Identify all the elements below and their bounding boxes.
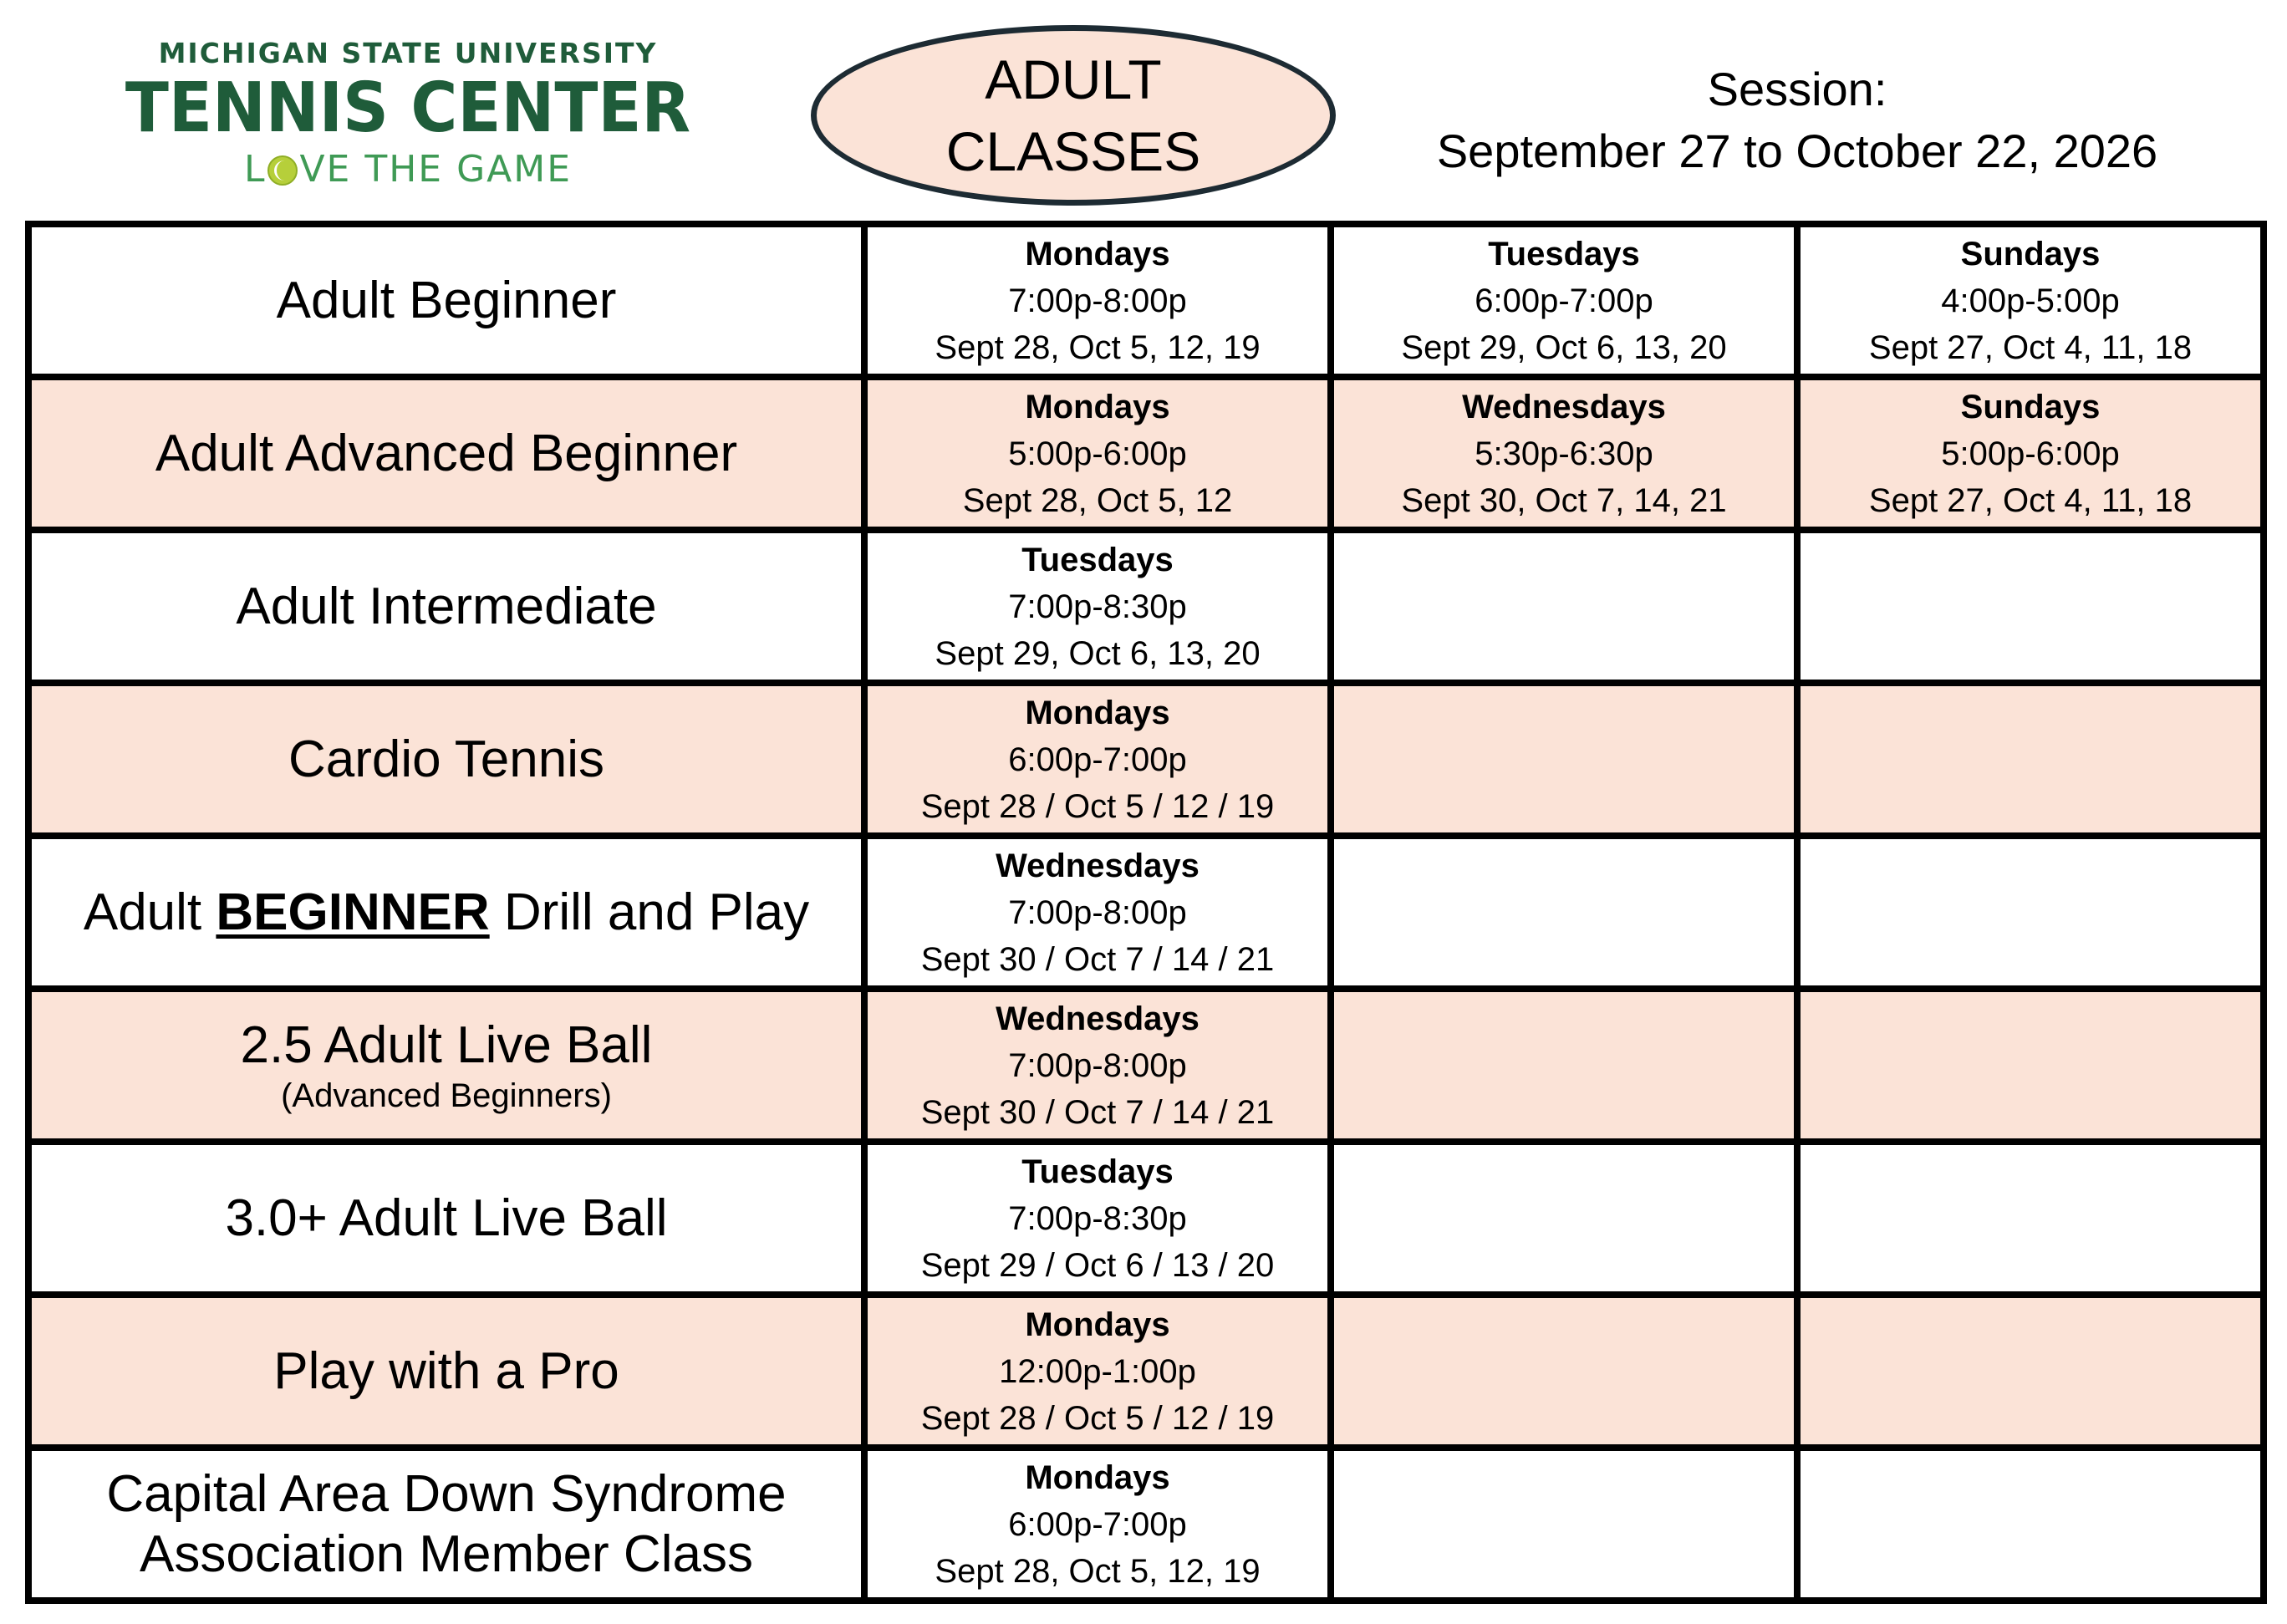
slot-day: Wednesdays — [1462, 388, 1666, 425]
slot-time: 12:00p-1:00p — [999, 1352, 1196, 1390]
class-name-end: Drill and Play — [503, 883, 810, 941]
logo-university-name: MICHIGAN STATE UNIVERSITY — [158, 37, 658, 69]
slot-day: Mondays — [1025, 235, 1170, 272]
empty-slot — [1797, 989, 2264, 1142]
table-row — [28, 224, 2264, 377]
class-name-line-2: Association Member Class — [140, 1525, 753, 1583]
class-name-text: Adult Beginner — [276, 271, 617, 329]
slot-time: 6:00p-7:00p — [1475, 282, 1653, 319]
slot-time: 7:00p-8:00p — [1008, 893, 1187, 931]
class-slot — [864, 377, 1331, 530]
table-row — [28, 989, 2264, 1142]
table-row — [28, 377, 2264, 530]
empty-slot — [1331, 1295, 1797, 1448]
adult-classes-title — [811, 25, 1336, 206]
empty-slot — [1331, 989, 1797, 1142]
slot-dates: Sept 28 / Oct 5 / 12 / 19 — [920, 787, 1275, 825]
slot-day: Wednesdays — [996, 847, 1200, 884]
slot-time: 6:00p-7:00p — [1008, 741, 1187, 778]
slot-day: Mondays — [1025, 694, 1170, 731]
slot-time: 7:00p-8:00p — [1008, 1046, 1187, 1084]
title-line-1: ADULT — [985, 48, 1162, 110]
table-row — [28, 683, 2264, 836]
class-name — [28, 224, 864, 377]
slot-dates: Sept 29, Oct 6, 13, 20 — [935, 634, 1261, 672]
slot-time: 4:00p-5:00p — [1941, 282, 2120, 319]
empty-slot — [1331, 683, 1797, 836]
empty-slot — [1797, 683, 2264, 836]
table-row — [28, 836, 2264, 989]
slot-dates: Sept 29, Oct 6, 13, 20 — [1401, 328, 1727, 366]
empty-slot — [1797, 1142, 2264, 1295]
class-name-text: Adult Intermediate — [236, 577, 657, 635]
logo-tagline — [99, 147, 717, 192]
class-name-text: Cardio Tennis — [288, 730, 604, 788]
slot-day: Mondays — [1025, 1459, 1170, 1496]
class-slot — [1797, 224, 2264, 377]
empty-slot — [1797, 1295, 2264, 1448]
slot-time: 7:00p-8:00p — [1008, 282, 1187, 319]
empty-slot — [1797, 530, 2264, 683]
class-slot — [1331, 377, 1797, 530]
class-slot — [864, 836, 1331, 989]
slot-day: Sundays — [1960, 235, 2101, 272]
class-slot — [864, 683, 1331, 836]
class-name-text: 2.5 Adult Live Ball — [240, 1016, 653, 1074]
slot-dates: Sept 27, Oct 4, 11, 18 — [1868, 481, 2193, 519]
empty-slot — [1331, 530, 1797, 683]
slot-dates: Sept 28, Oct 5, 12, 19 — [935, 1552, 1261, 1590]
logo-tagline-start: L — [243, 148, 267, 191]
session-dates: September 27 to October 22, 2026 — [1436, 125, 2158, 177]
slot-day: Tuesdays — [1488, 235, 1640, 272]
class-slot — [864, 224, 1331, 377]
slot-time: 5:00p-6:00p — [1008, 435, 1187, 472]
slot-dates: Sept 30, Oct 7, 14, 21 — [1401, 481, 1727, 519]
slot-time: 7:00p-8:30p — [1008, 1199, 1187, 1237]
session-label: Session: — [1707, 63, 1887, 115]
slot-dates: Sept 27, Oct 4, 11, 18 — [1868, 328, 2193, 366]
empty-slot — [1331, 1448, 1797, 1601]
slot-time: 5:30p-6:30p — [1475, 435, 1653, 472]
slot-dates: Sept 28 / Oct 5 / 12 / 19 — [920, 1399, 1275, 1437]
session-info — [1379, 59, 2215, 182]
empty-slot — [1331, 836, 1797, 989]
class-name — [28, 836, 864, 989]
slot-dates: Sept 28, Oct 5, 12 — [962, 481, 1233, 519]
class-name — [28, 377, 864, 530]
class-slot — [864, 1448, 1331, 1601]
table-row — [28, 1448, 2264, 1601]
class-name-text: Play with a Pro — [273, 1341, 619, 1400]
empty-slot — [1797, 1448, 2264, 1601]
class-subtitle: (Advanced Beginners) — [281, 1077, 612, 1114]
slot-dates: Sept 29 / Oct 6 / 13 / 20 — [920, 1246, 1275, 1284]
empty-slot — [1797, 836, 2264, 989]
slot-time: 5:00p-6:00p — [1941, 435, 2120, 472]
class-name — [28, 989, 864, 1142]
slot-dates: Sept 30 / Oct 7 / 14 / 21 — [920, 940, 1275, 978]
slot-day: Mondays — [1025, 1306, 1170, 1343]
table-row — [28, 1295, 2264, 1448]
class-slot — [1797, 377, 2264, 530]
class-slot — [864, 530, 1331, 683]
slot-day: Tuesdays — [1021, 541, 1174, 578]
tennis-ball-icon — [267, 155, 298, 186]
slot-day: Tuesdays — [1021, 1153, 1174, 1190]
class-name-emphasis: BEGINNER — [216, 883, 490, 941]
table-row — [28, 530, 2264, 683]
class-schedule-table — [25, 221, 2267, 1604]
class-slot — [864, 1295, 1331, 1448]
slot-day: Sundays — [1960, 388, 2101, 425]
msu-tennis-center-logo — [99, 37, 717, 204]
class-name-text: Adult Advanced Beginner — [155, 424, 738, 482]
slot-dates: Sept 28, Oct 5, 12, 19 — [935, 328, 1261, 366]
class-slot — [1331, 224, 1797, 377]
class-name-start: Adult — [83, 883, 202, 941]
class-name — [28, 683, 864, 836]
class-slot — [864, 1142, 1331, 1295]
class-name-text: 3.0+ Adult Live Ball — [225, 1189, 668, 1247]
title-line-2: CLASSES — [945, 120, 1201, 182]
class-name — [28, 1142, 864, 1295]
logo-tagline-end: VE THE GAME — [299, 148, 573, 191]
class-slot — [864, 989, 1331, 1142]
slot-day: Wednesdays — [996, 1000, 1200, 1037]
class-name — [28, 1295, 864, 1448]
slot-time: 6:00p-7:00p — [1008, 1505, 1187, 1543]
slot-day: Mondays — [1025, 388, 1170, 425]
slot-dates: Sept 30 / Oct 7 / 14 / 21 — [920, 1093, 1275, 1131]
class-name — [28, 530, 864, 683]
logo-tennis-center: TENNIS CENTER — [125, 69, 691, 148]
empty-slot — [1331, 1142, 1797, 1295]
slot-time: 7:00p-8:30p — [1008, 588, 1187, 625]
class-name — [28, 1448, 864, 1601]
table-row — [28, 1142, 2264, 1295]
class-name-line-1: Capital Area Down Syndrome — [106, 1464, 787, 1523]
